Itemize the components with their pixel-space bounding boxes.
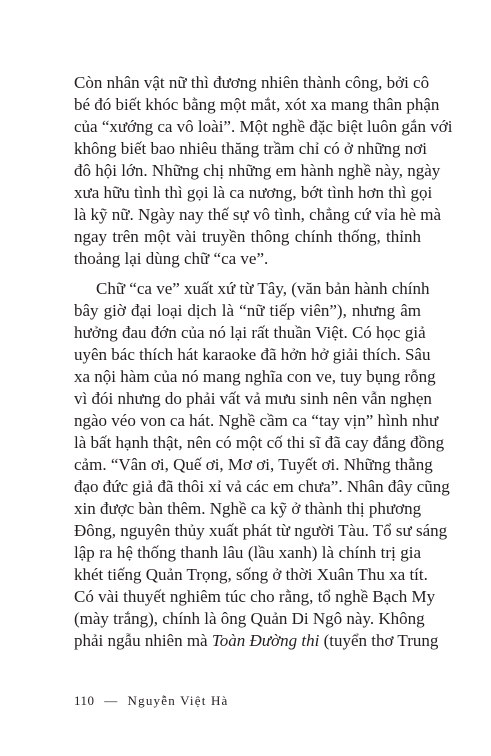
text-line <box>74 454 433 476</box>
text-line <box>74 410 439 432</box>
text-line <box>74 520 448 542</box>
text-segment: bé đó biết khóc bằng một mắt, xót xa mang thân phận <box>74 95 440 114</box>
text-line <box>74 344 431 366</box>
text-segment: Đông, nguyên thủy xuất phát từ người Tàu. Tổ sư sáng <box>74 521 448 540</box>
text-line <box>74 300 421 322</box>
text-line <box>74 586 436 608</box>
text-segment: đô hội lớn. Những chị những em hành nghề này, ngày <box>74 161 441 180</box>
text-line <box>74 476 450 498</box>
text-segment: cảm. “Vân ơi, Quế ơi, Mơ ơi, Tuyết ơi. Những thằng <box>74 455 433 474</box>
text-segment: là bất hạnh thật, nên có một cố thi sĩ đã cay đắng đồng <box>74 433 445 452</box>
text-segment: xưa hữu tình thì gọi là ca nương, bớt tình hơn thì gọi <box>74 183 433 202</box>
text-segment: (tuyển thơ Trung <box>319 631 439 650</box>
text-line <box>74 542 421 564</box>
text-line <box>74 116 453 138</box>
text-segment: Chữ “ca ve” xuất xứ từ Tây, (văn bản hành chính <box>96 279 430 298</box>
text-line <box>74 94 440 116</box>
text-segment: xa nội hàm của nó mang nghĩa con ve, tuy bụng rỗng <box>74 367 436 386</box>
italic-title: Toàn Đường thi <box>211 631 320 650</box>
text-line <box>74 278 430 300</box>
footer-separator: — <box>104 693 118 708</box>
text-line <box>74 564 428 586</box>
page-footer <box>74 693 229 709</box>
text-line <box>74 226 421 248</box>
text-segment: đạo đức giả đã thôi xỉ vả các em chưa”. Nhân đây cũng <box>74 477 450 496</box>
text-segment: thoảng lại dùng chữ “ca ve”. <box>74 249 269 268</box>
text-line <box>74 248 421 270</box>
text-line <box>74 182 433 204</box>
text-segment: xin được bàn thêm. Nghề ca kỹ ở thành thị phương <box>74 499 422 518</box>
text-line <box>74 204 442 226</box>
text-line <box>74 498 421 520</box>
text-segment: bây giờ đại loại dịch là “nữ tiếp viên”), nhưng âm <box>74 301 421 320</box>
text-segment: không biết bao nhiêu thăng trầm chỉ có ở những nơi <box>74 139 427 158</box>
text-line <box>74 366 436 388</box>
text-segment: uyên bác thích hát karaoke đã hởn hở giải thích. Sâu <box>74 345 431 364</box>
text-line <box>74 432 445 454</box>
paragraph-gap <box>74 270 421 278</box>
paragraph-1 <box>74 72 453 270</box>
text-segment: của “xướng ca vô loài”. Một nghề đặc biệt luôn gắn với <box>74 117 453 136</box>
text-line <box>74 630 439 652</box>
text-line <box>74 388 432 410</box>
text-segment: Có vài thuyết nghiêm túc cho rằng, tổ nghề Bạch My <box>74 587 436 606</box>
text-segment: Còn nhân vật nữ thì đương nhiên thành công, bởi cô <box>74 73 430 92</box>
text-segment: vì đói nhưng do phải vất vả mưu sinh nên vẫn nghẹn <box>74 389 432 408</box>
text-segment: là kỹ nữ. Ngày nay thế sự vô tình, chẳng cứ vỉa hè mà <box>74 205 442 224</box>
text-line <box>74 322 426 344</box>
text-segment: phải ngẫu nhiên mà <box>74 631 212 650</box>
text-segment: lập ra hệ thống thanh lâu (lầu xanh) là chính trị gia <box>74 543 421 562</box>
page-number: 110 <box>74 693 95 708</box>
author-name: Nguyễn Việt Hà <box>127 693 229 708</box>
book-page-body <box>74 72 453 652</box>
text-segment: hưởng đau đớn của nó lại rất thuần Việt. Có học giả <box>74 323 426 342</box>
text-line <box>74 160 441 182</box>
text-segment: ngay trên một vài truyền thông chính thống, thỉnh <box>74 227 421 246</box>
text-segment: khét tiếng Quản Trọng, sống ở thời Xuân Thu xa tít. <box>74 565 428 584</box>
text-line <box>74 72 430 94</box>
text-line <box>74 138 427 160</box>
text-segment: (mày trắng), chính là ông Quản Di Ngô này. Không <box>74 609 425 628</box>
paragraph-2 <box>74 278 450 652</box>
text-segment: ngào véo von ca hát. Nghề cầm ca “tay vịn” hình như <box>74 411 439 430</box>
text-line <box>74 608 425 630</box>
